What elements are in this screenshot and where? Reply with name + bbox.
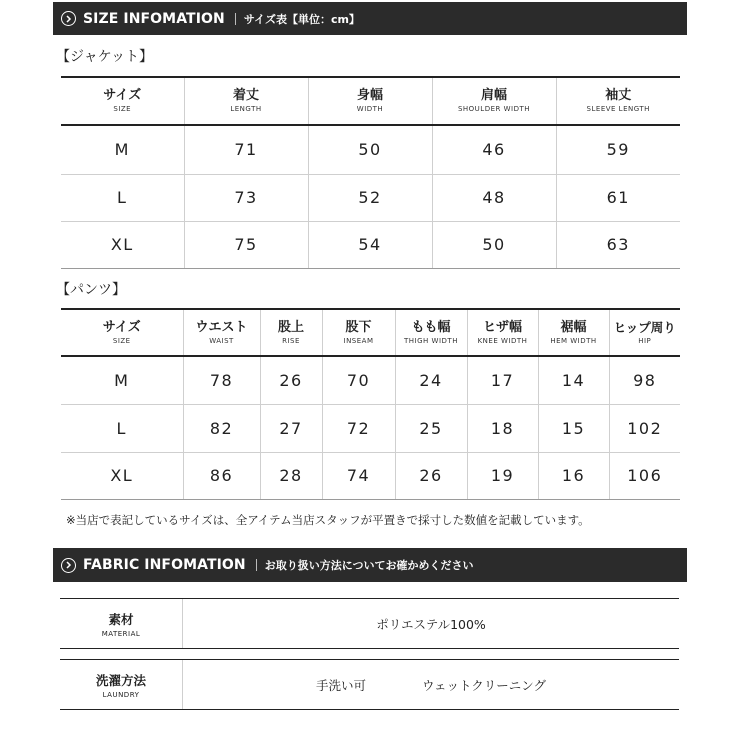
jacket-value-cell: 71	[184, 125, 308, 174]
pants-value-cell: 24	[395, 356, 467, 404]
pants-header-size: サイズ SIZE	[61, 309, 183, 356]
pants-size-cell: M	[61, 356, 183, 404]
jacket-row-xl	[61, 221, 680, 268]
pants-value-cell: 14	[538, 356, 609, 404]
jacket-size-cell: L	[61, 174, 184, 221]
laundry-label: 洗濯方法 LAUNDRY	[60, 660, 183, 709]
pants-value-cell: 17	[467, 356, 538, 404]
jacket-value-cell: 59	[556, 125, 680, 174]
jacket-header-width: 身幅 WIDTH	[308, 77, 432, 125]
pants-value-cell: 26	[395, 452, 467, 499]
pants-value-cell: 70	[322, 356, 395, 404]
pants-header-knee-width: ヒザ幅 KNEE WIDTH	[467, 309, 538, 356]
pants-value-cell: 19	[467, 452, 538, 499]
pants-value-cell: 15	[538, 404, 609, 452]
material-row	[60, 598, 679, 649]
header-divider	[235, 13, 236, 25]
jacket-value-cell: 73	[184, 174, 308, 221]
jacket-value-cell: 52	[308, 174, 432, 221]
pants-value-cell: 106	[609, 452, 680, 499]
pants-header-row	[61, 309, 680, 356]
jacket-header-size: サイズ SIZE	[61, 77, 184, 125]
fabric-info-title: FABRIC INFOMATION	[83, 557, 246, 573]
pants-header-waist: ウエスト WAIST	[183, 309, 260, 356]
pants-header-hem-width: 裾幅 HEM WIDTH	[538, 309, 609, 356]
pants-header-hip: ヒップ周り HIP	[609, 309, 680, 356]
laundry-row	[60, 659, 679, 710]
pants-value-cell: 86	[183, 452, 260, 499]
jacket-header-shoulder-width: 肩幅 SHOULDER WIDTH	[432, 77, 556, 125]
laundry-method-wet-cleaning: ウェットクリーニング	[422, 677, 547, 693]
pants-header-inseam: 股下 INSEAM	[322, 309, 395, 356]
pants-size-table	[61, 308, 680, 500]
pants-value-cell: 72	[322, 404, 395, 452]
pants-header-thigh-width: もも幅 THIGH WIDTH	[395, 309, 467, 356]
jacket-value-cell: 50	[308, 125, 432, 174]
material-label: 素材 MATERIAL	[60, 599, 183, 648]
size-info-title: SIZE INFOMATION	[83, 10, 225, 27]
jacket-section-label: 【ジャケット】	[56, 49, 154, 65]
jacket-row-l	[61, 174, 680, 221]
pants-header-rise: 股上 RISE	[260, 309, 322, 356]
jacket-value-cell: 54	[308, 221, 432, 268]
jacket-header-length: 着丈 LENGTH	[184, 77, 308, 125]
material-value: ポリエステル100%	[376, 616, 486, 632]
pants-value-cell: 16	[538, 452, 609, 499]
pants-value-cell: 18	[467, 404, 538, 452]
pants-value-cell: 98	[609, 356, 680, 404]
pants-section-label: 【パンツ】	[56, 282, 126, 298]
jacket-row-m	[61, 125, 680, 174]
pants-value-cell: 82	[183, 404, 260, 452]
jacket-header-row	[61, 77, 680, 125]
jacket-size-cell: M	[61, 125, 184, 174]
pants-value-cell: 74	[322, 452, 395, 499]
jacket-value-cell: 61	[556, 174, 680, 221]
pants-row-m	[61, 356, 680, 404]
pants-value-cell: 78	[183, 356, 260, 404]
measurement-note: ※当店で表記しているサイズは、全アイテム当店スタッフが平置きで採寸した数値を記載しています。	[66, 513, 590, 527]
chevron-right-circle-icon	[61, 11, 76, 26]
header-divider	[256, 559, 257, 571]
pants-row-l	[61, 404, 680, 452]
pants-size-cell: L	[61, 404, 183, 452]
jacket-value-cell: 46	[432, 125, 556, 174]
jacket-size-cell: XL	[61, 221, 184, 268]
fabric-info-subtitle: お取り扱い方法についてお確かめください	[264, 559, 474, 572]
pants-value-cell: 102	[609, 404, 680, 452]
laundry-method-hand-wash: 手洗い可	[315, 677, 366, 693]
size-info-header-bar	[53, 2, 687, 35]
pants-size-cell: XL	[61, 452, 183, 499]
pants-value-cell: 27	[260, 404, 322, 452]
jacket-header-sleeve-length: 袖丈 SLEEVE LENGTH	[556, 77, 680, 125]
jacket-size-table	[61, 76, 680, 269]
laundry-value	[183, 660, 679, 709]
pants-value-cell: 26	[260, 356, 322, 404]
pants-value-cell: 28	[260, 452, 322, 499]
jacket-value-cell: 63	[556, 221, 680, 268]
pants-value-cell: 25	[395, 404, 467, 452]
fabric-info-header-bar	[53, 548, 687, 582]
jacket-value-cell: 50	[432, 221, 556, 268]
pants-row-xl	[61, 452, 680, 499]
size-info-subtitle: サイズ表【単位：cm】	[243, 12, 360, 26]
jacket-value-cell: 75	[184, 221, 308, 268]
jacket-value-cell: 48	[432, 174, 556, 221]
chevron-right-circle-icon	[61, 558, 76, 573]
